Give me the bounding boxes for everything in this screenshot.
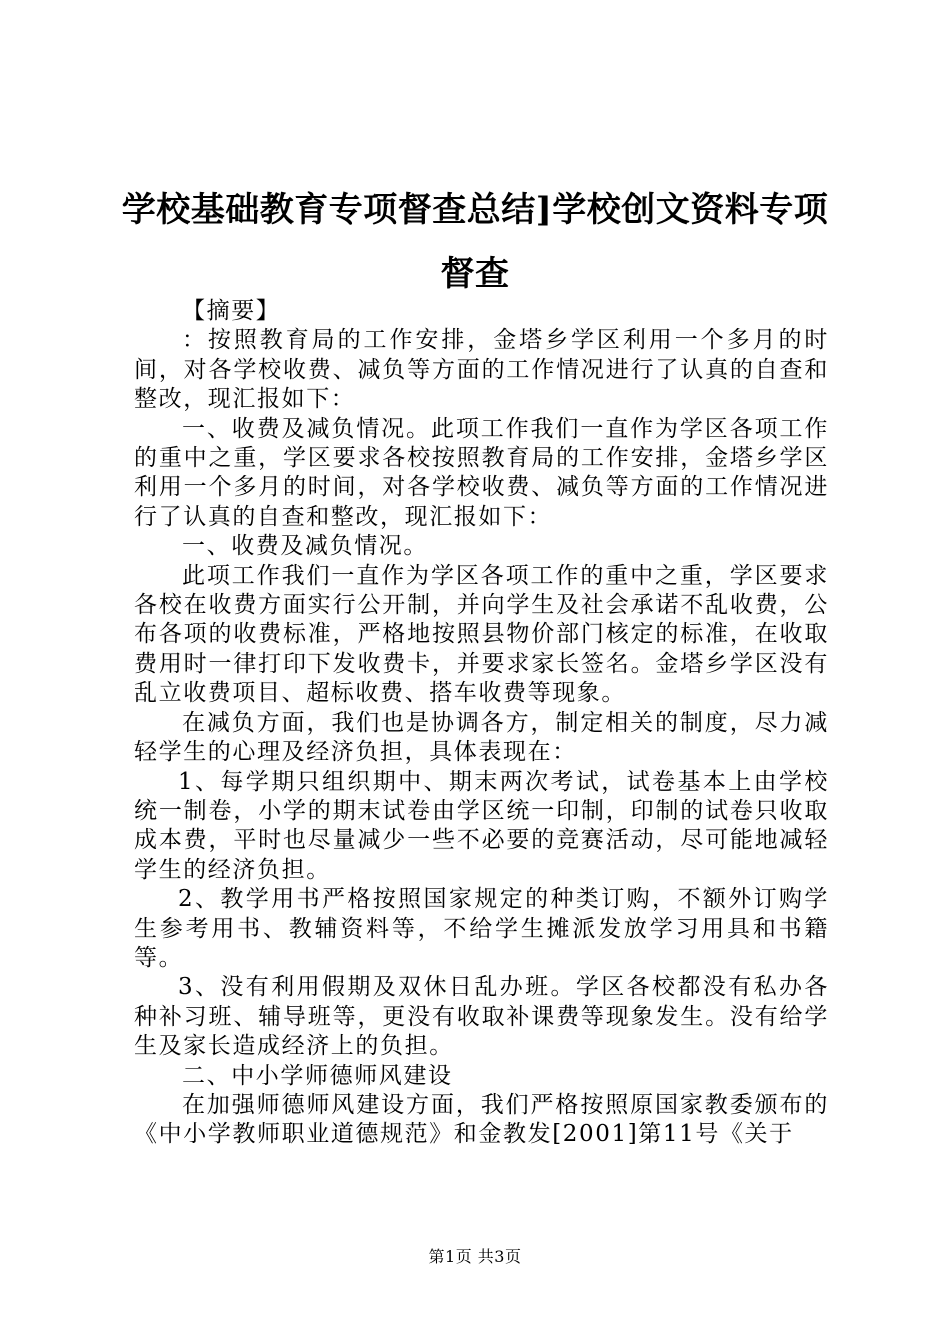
document-title: 学校基础教育专项督查总结]学校创文资料专项督查 <box>121 190 829 294</box>
section-heading: 一、收费及减负情况。 <box>182 533 428 560</box>
abstract-label: 【摘要】 <box>182 298 281 324</box>
paragraph: 在加强师德师风建设方面，我们严格按照原国家教委颁布的《中小学教师职业道德规范》和金教发[2001]第11号《关于 <box>134 1091 829 1148</box>
page-footer: 第1页 共3页 <box>428 1247 522 1266</box>
paragraph: ：按照教育局的工作安排，金塔乡学区利用一个多月的时间，对各学校收费、减负等方面的工作情况进行了认真的自查和整改，现汇报如下： <box>134 327 829 413</box>
list-item: 1、每学期只组织期中、期末两次考试，试卷基本上由学校统一制卷，小学的期末试卷由学区统一印制，印制的试卷只收取成本费，平时也尽量减少一些不必要的竞赛活动，尽可能地减轻学生的经济负担。 <box>134 768 829 883</box>
paragraph: 在减负方面，我们也是协调各方，制定相关的制度，尽力减轻学生的心理及经济负担，具体表现在： <box>134 709 829 766</box>
list-item: 3、没有利用假期及双休日乱办班。学区各校都没有私办各种补习班、辅导班等，更没有收取补课费等现象发生。没有给学生及家长造成经济上的负担。 <box>134 974 829 1060</box>
paragraph: 一、收费及减负情况。此项工作我们一直作为学区各项工作的重中之重，学区要求各校按照教育局的工作安排，金塔乡学区利用一个多月的时间，对各学校收费、减负等方面的工作情况进行了认真的自查和整改，现汇报如下： <box>134 415 829 530</box>
list-item: 2、教学用书严格按照国家规定的种类订购，不额外订购学生参考用书、教辅资料等，不给学生摊派发放学习用具和书籍等。 <box>134 886 829 971</box>
section-heading: 二、中小学师德师风建设 <box>182 1062 453 1089</box>
document-body <box>134 297 829 1150</box>
paragraph: 此项工作我们一直作为学区各项工作的重中之重，学区要求各校在收费方面实行公开制，并向学生及社会承诺不乱收费，公布各项的收费标准，严格地按照县物价部门核定的标准，在收取费用时一律打印下发收费卡，并要求家长签名。金塔乡学区没有乱立收费项目、超标收费、搭车收费等现象。 <box>134 562 829 707</box>
